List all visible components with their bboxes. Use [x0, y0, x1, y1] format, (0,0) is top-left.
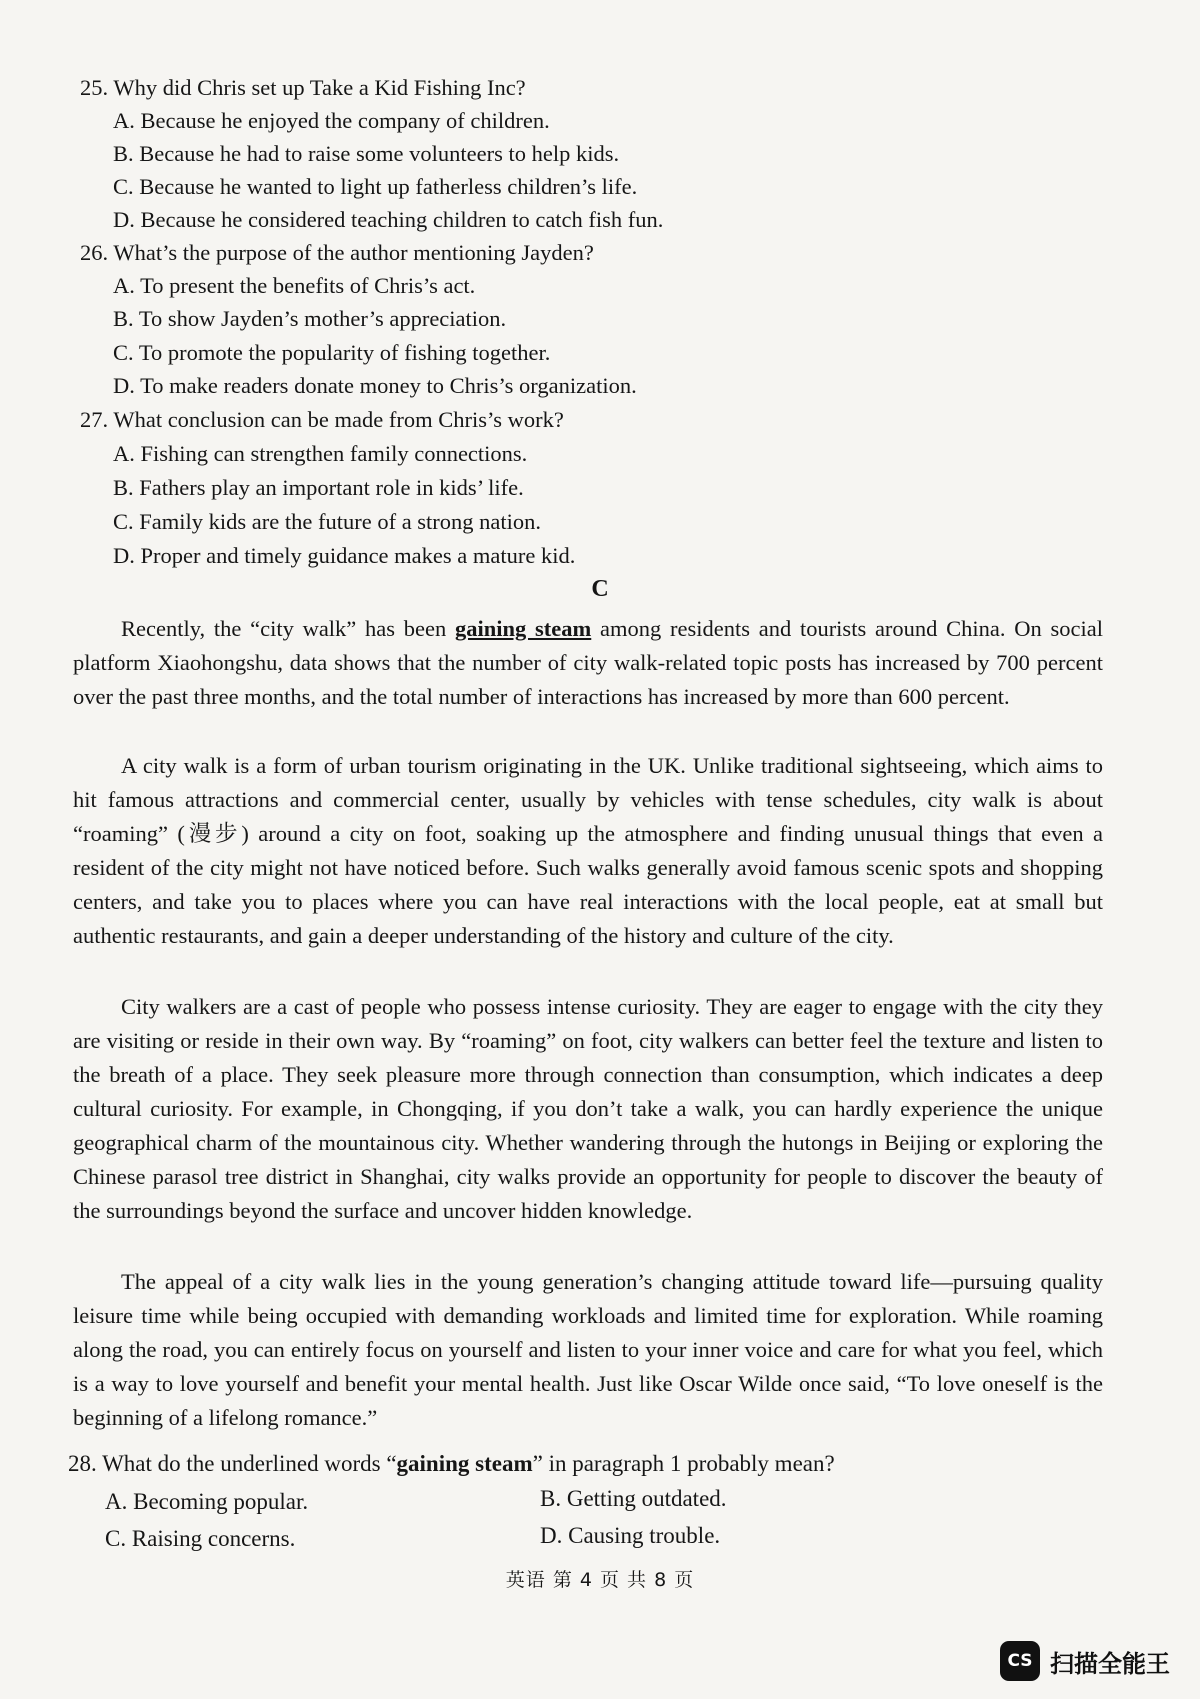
question-26-option-b: B. To show Jayden’s mother’s appreciation. — [113, 306, 507, 331]
question-26-option-c: C. To promote the popularity of fishing together. — [113, 340, 551, 365]
page-footer: 英语 第 4 页 共 8 页 — [505, 1569, 695, 1591]
question-25-option-c: C. Because he wanted to light up fatherless children’s life. — [113, 174, 638, 199]
question-28-stem — [68, 1448, 835, 1480]
question-25-option-d: D. Because he considered teaching children to catch fish fun. — [113, 207, 664, 232]
passage-paragraph-2: A city walk is a form of urban tourism originating in the UK. Unlike traditional sightseeing, which aims to hit famous attractions and commercial center, usually by vehicles with tense schedules, city walk is about “roaming” (漫步) around a city on foot, soaking up the atmosphere and finding unusual things that even a resident of the city might not have noticed before. Such walks generally avoid famous scenic spots and shopping centers, and take you to places where you can have real interactions with the local people, eat at small but authentic restaurants, and gain a deeper understanding of the history and culture of the city. — [73, 753, 1103, 948]
watermark-text: 扫描全能王 — [1050, 1649, 1170, 1678]
question-28-option-a: A. Becoming popular. — [105, 1489, 309, 1514]
passage-paragraph-3: City walkers are a cast of people who possess intense curiosity. They are eager to engage with the city they are visiting or reside in their own way. By “roaming” on foot, city walkers can better feel the texture and listen to the breath of a place. They seek pleasure more through connection than consumption, which indicates a deep cultural curiosity. For example, in Chongqing, if you don’t take a walk, you can hardly experience the unique geographical charm of the mountainous city. Whether wandering through the hutongs in Beijing or exploring the Chinese parasol tree district in Shanghai, city walks provide an opportunity for people to discover the beauty of the surroundings beyond the surface and uncover hidden knowledge. — [73, 994, 1103, 1223]
q28-stem-before: 28. What do the underlined words “ — [68, 1451, 397, 1476]
underlined-phrase: gaining steam — [455, 616, 592, 641]
question-27-option-d: D. Proper and timely guidance makes a mature kid. — [113, 543, 576, 568]
question-27-option-a: A. Fishing can strengthen family connections. — [113, 441, 528, 466]
question-27-option-b: B. Fathers play an important role in kids’ life. — [113, 475, 524, 500]
question-25-option-a: A. Because he enjoyed the company of children. — [113, 108, 550, 133]
p1-text-before: Recently, the “city walk” has been — [121, 616, 455, 641]
question-26-option-d: D. To make readers donate money to Chris’s organization. — [113, 373, 637, 398]
question-26-stem: 26. What’s the purpose of the author mentioning Jayden? — [80, 240, 594, 265]
question-25-option-b: B. Because he had to raise some volunteers to help kids. — [113, 141, 620, 166]
question-26-option-a: A. To present the benefits of Chris’s act. — [113, 273, 476, 298]
camscanner-logo-icon: CS — [1000, 1641, 1040, 1681]
question-27-option-c: C. Family kids are the future of a strong nation. — [113, 509, 542, 534]
question-28-option-b: B. Getting outdated. — [540, 1486, 727, 1511]
q28-stem-bold: gaining steam — [396, 1451, 533, 1476]
p1-text-after: among residents and tourists around China. On social platform Xiaohongshu, data shows that the number of city walk-related topic posts has increased by 700 percent over the past three months, and the total number of interactions has increased by more than 600 percent. — [73, 616, 1104, 709]
question-25-stem: 25. Why did Chris set up Take a Kid Fishing Inc? — [80, 75, 526, 100]
section-heading-c: C — [591, 576, 609, 602]
passage-paragraph-4: The appeal of a city walk lies in the young generation’s changing attitude toward life—pursuing quality leisure time while being occupied with demanding workloads and limited time for exploration. While roaming along the road, you can entirely focus on yourself and listen to your inner voice and care for what you feel, which is a way to love yourself and benefit your mental health. Just like Oscar Wilde once said, “To love oneself is the beginning of a lifelong romance.” — [73, 1269, 1103, 1430]
scanner-watermark — [1000, 1641, 1170, 1681]
passage-paragraph-1 — [73, 612, 1103, 714]
question-28-option-d: D. Causing trouble. — [540, 1523, 721, 1548]
question-28-option-c: C. Raising concerns. — [105, 1526, 296, 1551]
q28-stem-after: ” in paragraph 1 probably mean? — [532, 1451, 835, 1476]
question-27-stem: 27. What conclusion can be made from Chris’s work? — [80, 407, 564, 432]
